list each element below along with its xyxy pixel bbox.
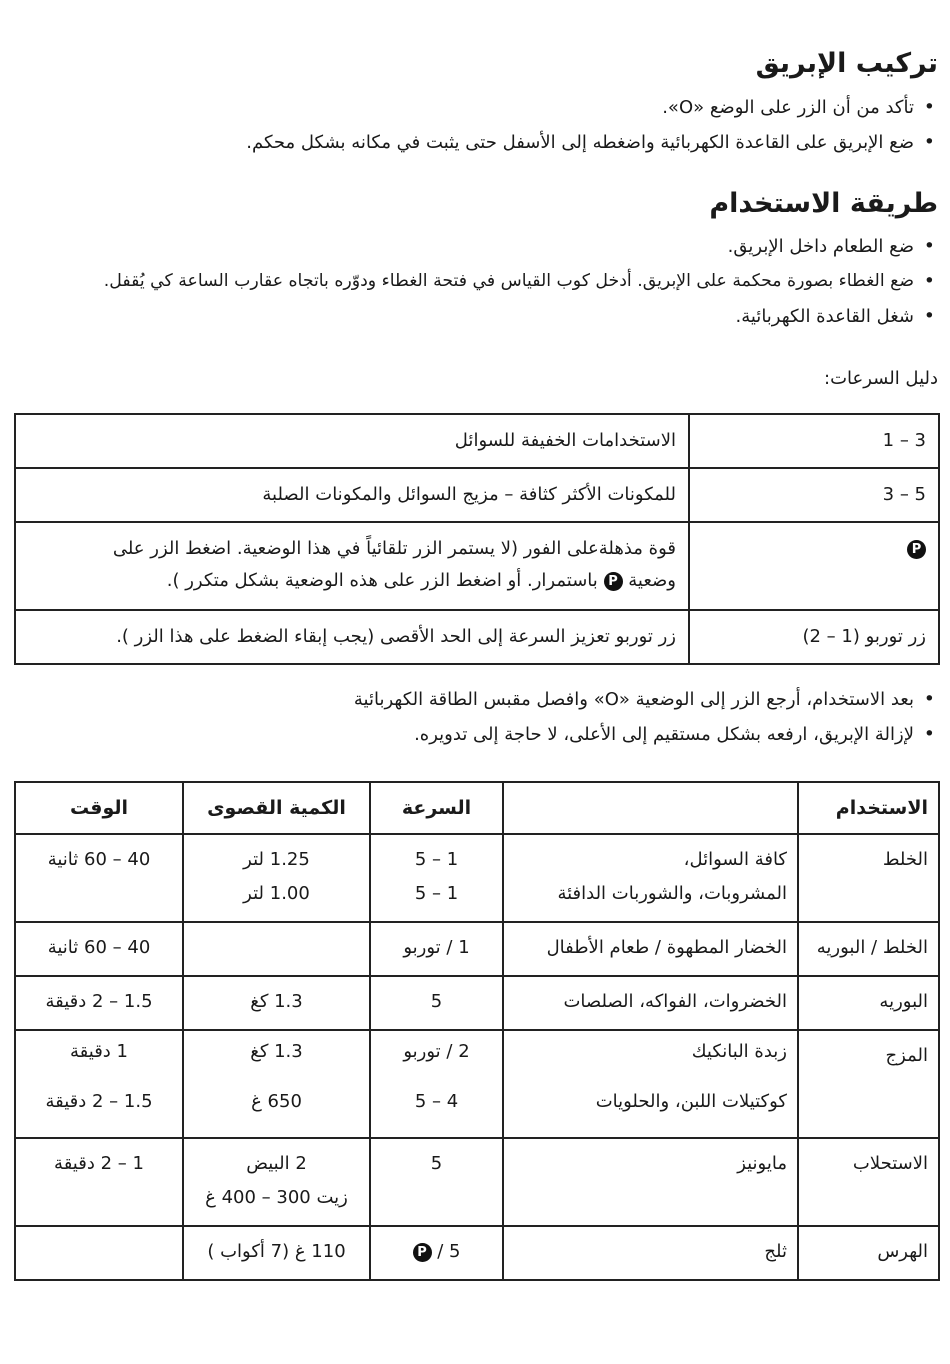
usage-method-list	[14, 229, 938, 334]
cell-speed: 5 / P	[370, 1226, 503, 1280]
pulse-icon: P	[413, 1243, 432, 1262]
list-item: • ضع الغطاء بصورة محكمة على الإبريق. أدخل كوب القياس في فتحة الغطاء ودوّره باتجاه عقارب الساعة كي يُقفل.	[14, 264, 938, 299]
speed-value: للمكونات الأكثر كثافة – مزيج السوائل والمكونات الصلبة	[15, 468, 689, 522]
table-row	[15, 414, 939, 468]
table-row	[15, 522, 939, 610]
cell-speed: 1 / توربو	[370, 922, 503, 976]
cell-speed: 2 / توربو 4 – 5	[370, 1030, 503, 1138]
list-item: • شغل القاعدة الكهربائية.	[14, 299, 938, 334]
table-row	[15, 468, 939, 522]
cell-speed: 5	[370, 1138, 503, 1226]
manual-page	[14, 0, 938, 1364]
cell-speed: 5	[370, 976, 503, 1030]
header-blank	[503, 782, 798, 834]
cell-time: 40 – 60 ثانية	[15, 834, 183, 922]
usage-table	[14, 781, 940, 1281]
cell-time: 40 – 60 ثانية	[15, 922, 183, 976]
cell-time: 1 دقيقة 1.5 – 2 دقيقة	[15, 1030, 183, 1138]
table-row	[15, 1138, 939, 1226]
table-row	[15, 1030, 939, 1138]
table-row	[15, 1226, 939, 1280]
list-item: • ضع الطعام داخل الإبريق.	[14, 229, 938, 264]
cell-use: الخلط	[798, 834, 939, 922]
cell-use: المزج	[798, 1030, 939, 1138]
speed-value: الاستخدامات الخفيفة للسوائل	[15, 414, 689, 468]
list-item: • لإزالة الإبريق، ارفعه بشكل مستقيم إلى الأعلى، لا حاجة إلى تدويره.	[14, 717, 938, 752]
pulse-icon: P	[907, 540, 926, 559]
cell-use: البوريه	[798, 976, 939, 1030]
header-time: الوقت	[15, 782, 183, 834]
cell-time: 1 – 2 دقيقة	[15, 1138, 183, 1226]
assembly-list	[14, 90, 938, 160]
speed-value: زر توربو تعزيز السرعة إلى الحد الأقصى (يجب إبقاء الضغط على هذا الزر ).	[15, 610, 689, 664]
cell-desc: ثلج	[503, 1226, 798, 1280]
header-speed: السرعة	[370, 782, 503, 834]
speed-guide-table	[14, 413, 940, 665]
cell-desc: كافة السوائل، المشروبات، والشوربات الدافئة	[503, 834, 798, 922]
cell-use: الاستحلاب	[798, 1138, 939, 1226]
cell-speed: 1 – 5 1 – 5	[370, 834, 503, 922]
table-row	[15, 922, 939, 976]
cell-desc: زبدة البانكيك كوكتيلات اللبن، والحلويات	[503, 1030, 798, 1138]
table-row	[15, 834, 939, 922]
cell-use: الهرس	[798, 1226, 939, 1280]
header-max: الكمية القصوى	[183, 782, 370, 834]
speed-key: 1 – 3	[689, 414, 939, 468]
cell-time	[15, 1226, 183, 1280]
after-use-list	[14, 682, 938, 752]
table-row	[15, 610, 939, 664]
speed-guide-label: دليل السرعات:	[824, 368, 938, 389]
pulse-icon: P	[604, 572, 623, 591]
speed-key: 3 – 5	[689, 468, 939, 522]
list-item: • بعد الاستخدام، أرجع الزر إلى الوضعية «O» وافصل مقبس الطاقة الكهربائية	[14, 682, 938, 717]
cell-max: 110 غ (7 أكواب )	[183, 1226, 370, 1280]
cell-max	[183, 922, 370, 976]
list-item: • ضع الإبريق على القاعدة الكهربائية واضغطه إلى الأسفل حتى يثبت في مكانه بشكل محكم.	[14, 125, 938, 160]
cell-time: 1.5 – 2 دقيقة	[15, 976, 183, 1030]
cell-use: الخلط / البوريه	[798, 922, 939, 976]
usage-method-heading: طريقة الاستخدام	[709, 188, 938, 219]
cell-max: 2 البيض زيت 300 – 400 غ	[183, 1138, 370, 1226]
cell-desc: الخضار المطهوة / طعام الأطفال	[503, 922, 798, 976]
speed-key	[689, 522, 939, 610]
speed-key: زر توربو (1 – 2)	[689, 610, 939, 664]
table-row	[15, 976, 939, 1030]
assembly-heading: تركيب الإبريق	[755, 48, 938, 79]
table-header-row	[15, 782, 939, 834]
list-item: • تأكد من أن الزر على الوضع «O».	[14, 90, 938, 125]
speed-value: قوة مذهلةعلى الفور (لا يستمر الزر تلقائياً في هذا الوضعية. اضغط الزر على وضعية P باستمرار. أو اضغط الزر على هذه الوضعية بشكل متكرر ).	[15, 522, 689, 610]
cell-max: 1.3 كغ	[183, 976, 370, 1030]
header-use: الاستخدام	[798, 782, 939, 834]
cell-desc: الخضروات، الفواكه، الصلصات	[503, 976, 798, 1030]
cell-max: 1.3 كغ 650 غ	[183, 1030, 370, 1138]
cell-max: 1.25 لتر 1.00 لتر	[183, 834, 370, 922]
cell-desc: مايونيز	[503, 1138, 798, 1226]
